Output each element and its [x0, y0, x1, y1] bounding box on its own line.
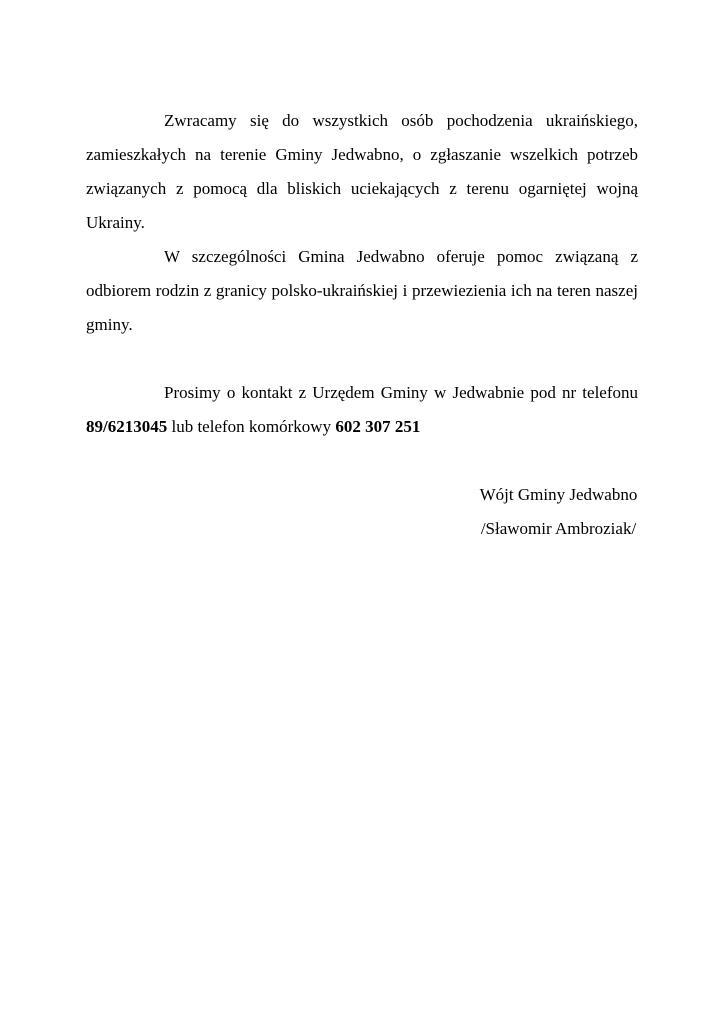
paragraph-contact [86, 376, 638, 444]
paragraph-intro: Zwracamy się do wszystkich osób pochodzenia ukraińskiego, zamieszkałych na terenie Gminy Jedwabno, o zgłaszanie wszelkich potrzeb związanych z pomocą dla bliskich uciekających z terenu ogarniętej wojną Ukrainy. [86, 111, 638, 232]
paragraph-offer: W szczególności Gmina Jedwabno oferuje pomoc związaną z odbiorem rodzin z granicy polsko-ukraińskiej i przewiezienia ich na teren naszej gminy. [86, 247, 638, 334]
phone-mobile: 602 307 251 [335, 417, 421, 436]
signature-block [473, 478, 644, 546]
signature-name: /Sławomir Ambroziak/ [480, 519, 637, 538]
contact-text-lead: Prosimy o kontakt z Urzędem Gminy w Jedwabnie pod nr telefonu [164, 383, 638, 402]
phone-landline: 89/6213045 [86, 417, 168, 436]
contact-text-middle: lub telefon komórkowy [167, 417, 336, 436]
signature-title: Wójt Gminy Jedwabno [479, 485, 638, 504]
document-content [86, 104, 638, 546]
